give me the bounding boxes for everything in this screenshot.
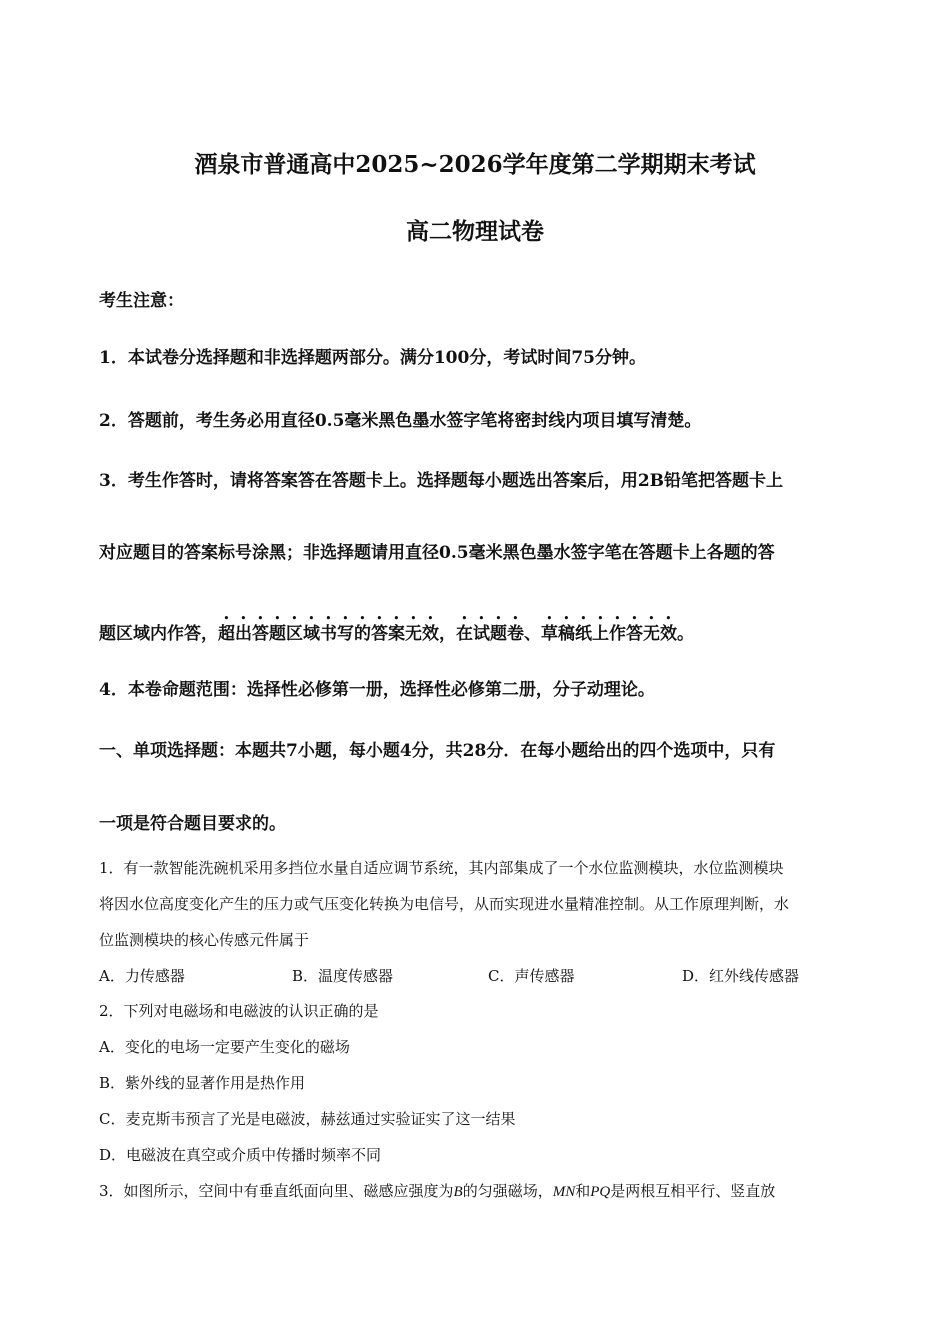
exam-title: 酒泉市普通高中2025~2026学年度第二学期期末考试 bbox=[194, 151, 756, 178]
section-1-heading: 一、单项选择题：本题共7小题，每小题4分，共28分．在每小题给出的四个选项中，只有 bbox=[99, 741, 776, 761]
notice-item-1: 1．本试卷分选择题和非选择题两部分。满分100分，考试时间75分钟。 bbox=[99, 348, 646, 368]
q2-stem: 2．下列对电磁场和电磁波的认识正确的是 bbox=[99, 1002, 379, 1020]
q1-option-b: B．温度传感器 bbox=[292, 967, 394, 985]
q2-option-b: B．紫外线的显著作用是热作用 bbox=[99, 1074, 306, 1092]
exam-subtitle: 高二物理试卷 bbox=[406, 218, 544, 245]
q1-stem-line-3: 位监测模块的核心传感元件属于 bbox=[99, 931, 310, 949]
variable-pq: PQ bbox=[590, 1184, 611, 1200]
notice-item-3-line-1: 3．考生作答时，请将答案答在答题卡上。选择题每小题选出答案后，用2B铅笔把答题卡上 bbox=[99, 471, 784, 491]
q1-stem-line-1: 1．有一款智能洗碗机采用多挡位水量自适应调节系统，其内部集成了一个水位监测模块，水位监测模块 bbox=[99, 859, 784, 877]
q1-option-c: C．声传感器 bbox=[488, 967, 575, 985]
notice-item-3-line-3: 题区域内作答，超出答题区域书写的答案无效，在试题卷、草稿纸上作答无效。 bbox=[99, 624, 694, 644]
emphasis-text: 在试题卷 bbox=[456, 624, 524, 644]
q2-option-a: A．变化的电场一定要产生变化的磁场 bbox=[99, 1038, 350, 1056]
notice-item-4: 4．本卷命题范围：选择性必修第一册，选择性必修第二册，分子动理论。 bbox=[99, 680, 655, 700]
variable-b: B bbox=[453, 1184, 463, 1200]
q1-stem-line-2: 将因水位高度变化产生的压力或气压变化转换为电信号，从而实现进水量精准控制。从工作原理判断，水 bbox=[99, 895, 790, 913]
q2-option-d: D．电磁波在真空或介质中传播时频率不同 bbox=[99, 1146, 382, 1164]
q1-option-a: A．力传感器 bbox=[99, 967, 185, 985]
notice-item-2: 2．答题前，考生务必用直径0.5毫米黑色墨水签字笔将密封线内项目填写清楚。 bbox=[99, 411, 702, 431]
section-1-heading-cont: 一项是符合题目要求的。 bbox=[99, 814, 286, 834]
notice-heading: 考生注意： bbox=[99, 291, 184, 311]
q2-option-c: C．麦克斯韦预言了光是电磁波，赫兹通过实验证实了这一结果 bbox=[99, 1110, 516, 1128]
q1-option-d: D．红外线传感器 bbox=[682, 967, 800, 985]
q3-stem-line-1: 3．如图所示，空间中有垂直纸面向里、磁感应强度为B的匀强磁场，MN和PQ是两根互相平行、竖直放 bbox=[99, 1182, 776, 1200]
notice-item-3-line-2: 对应题目的答案标号涂黑；非选择题请用直径0.5毫米黑色墨水签字笔在答题卡上各题的答 bbox=[99, 543, 775, 563]
emphasis-text: 超出答题区域书写的答案无效 bbox=[218, 624, 439, 644]
variable-mn: MN bbox=[552, 1184, 576, 1200]
emphasis-text: 草稿纸上作答无效 bbox=[541, 624, 677, 644]
